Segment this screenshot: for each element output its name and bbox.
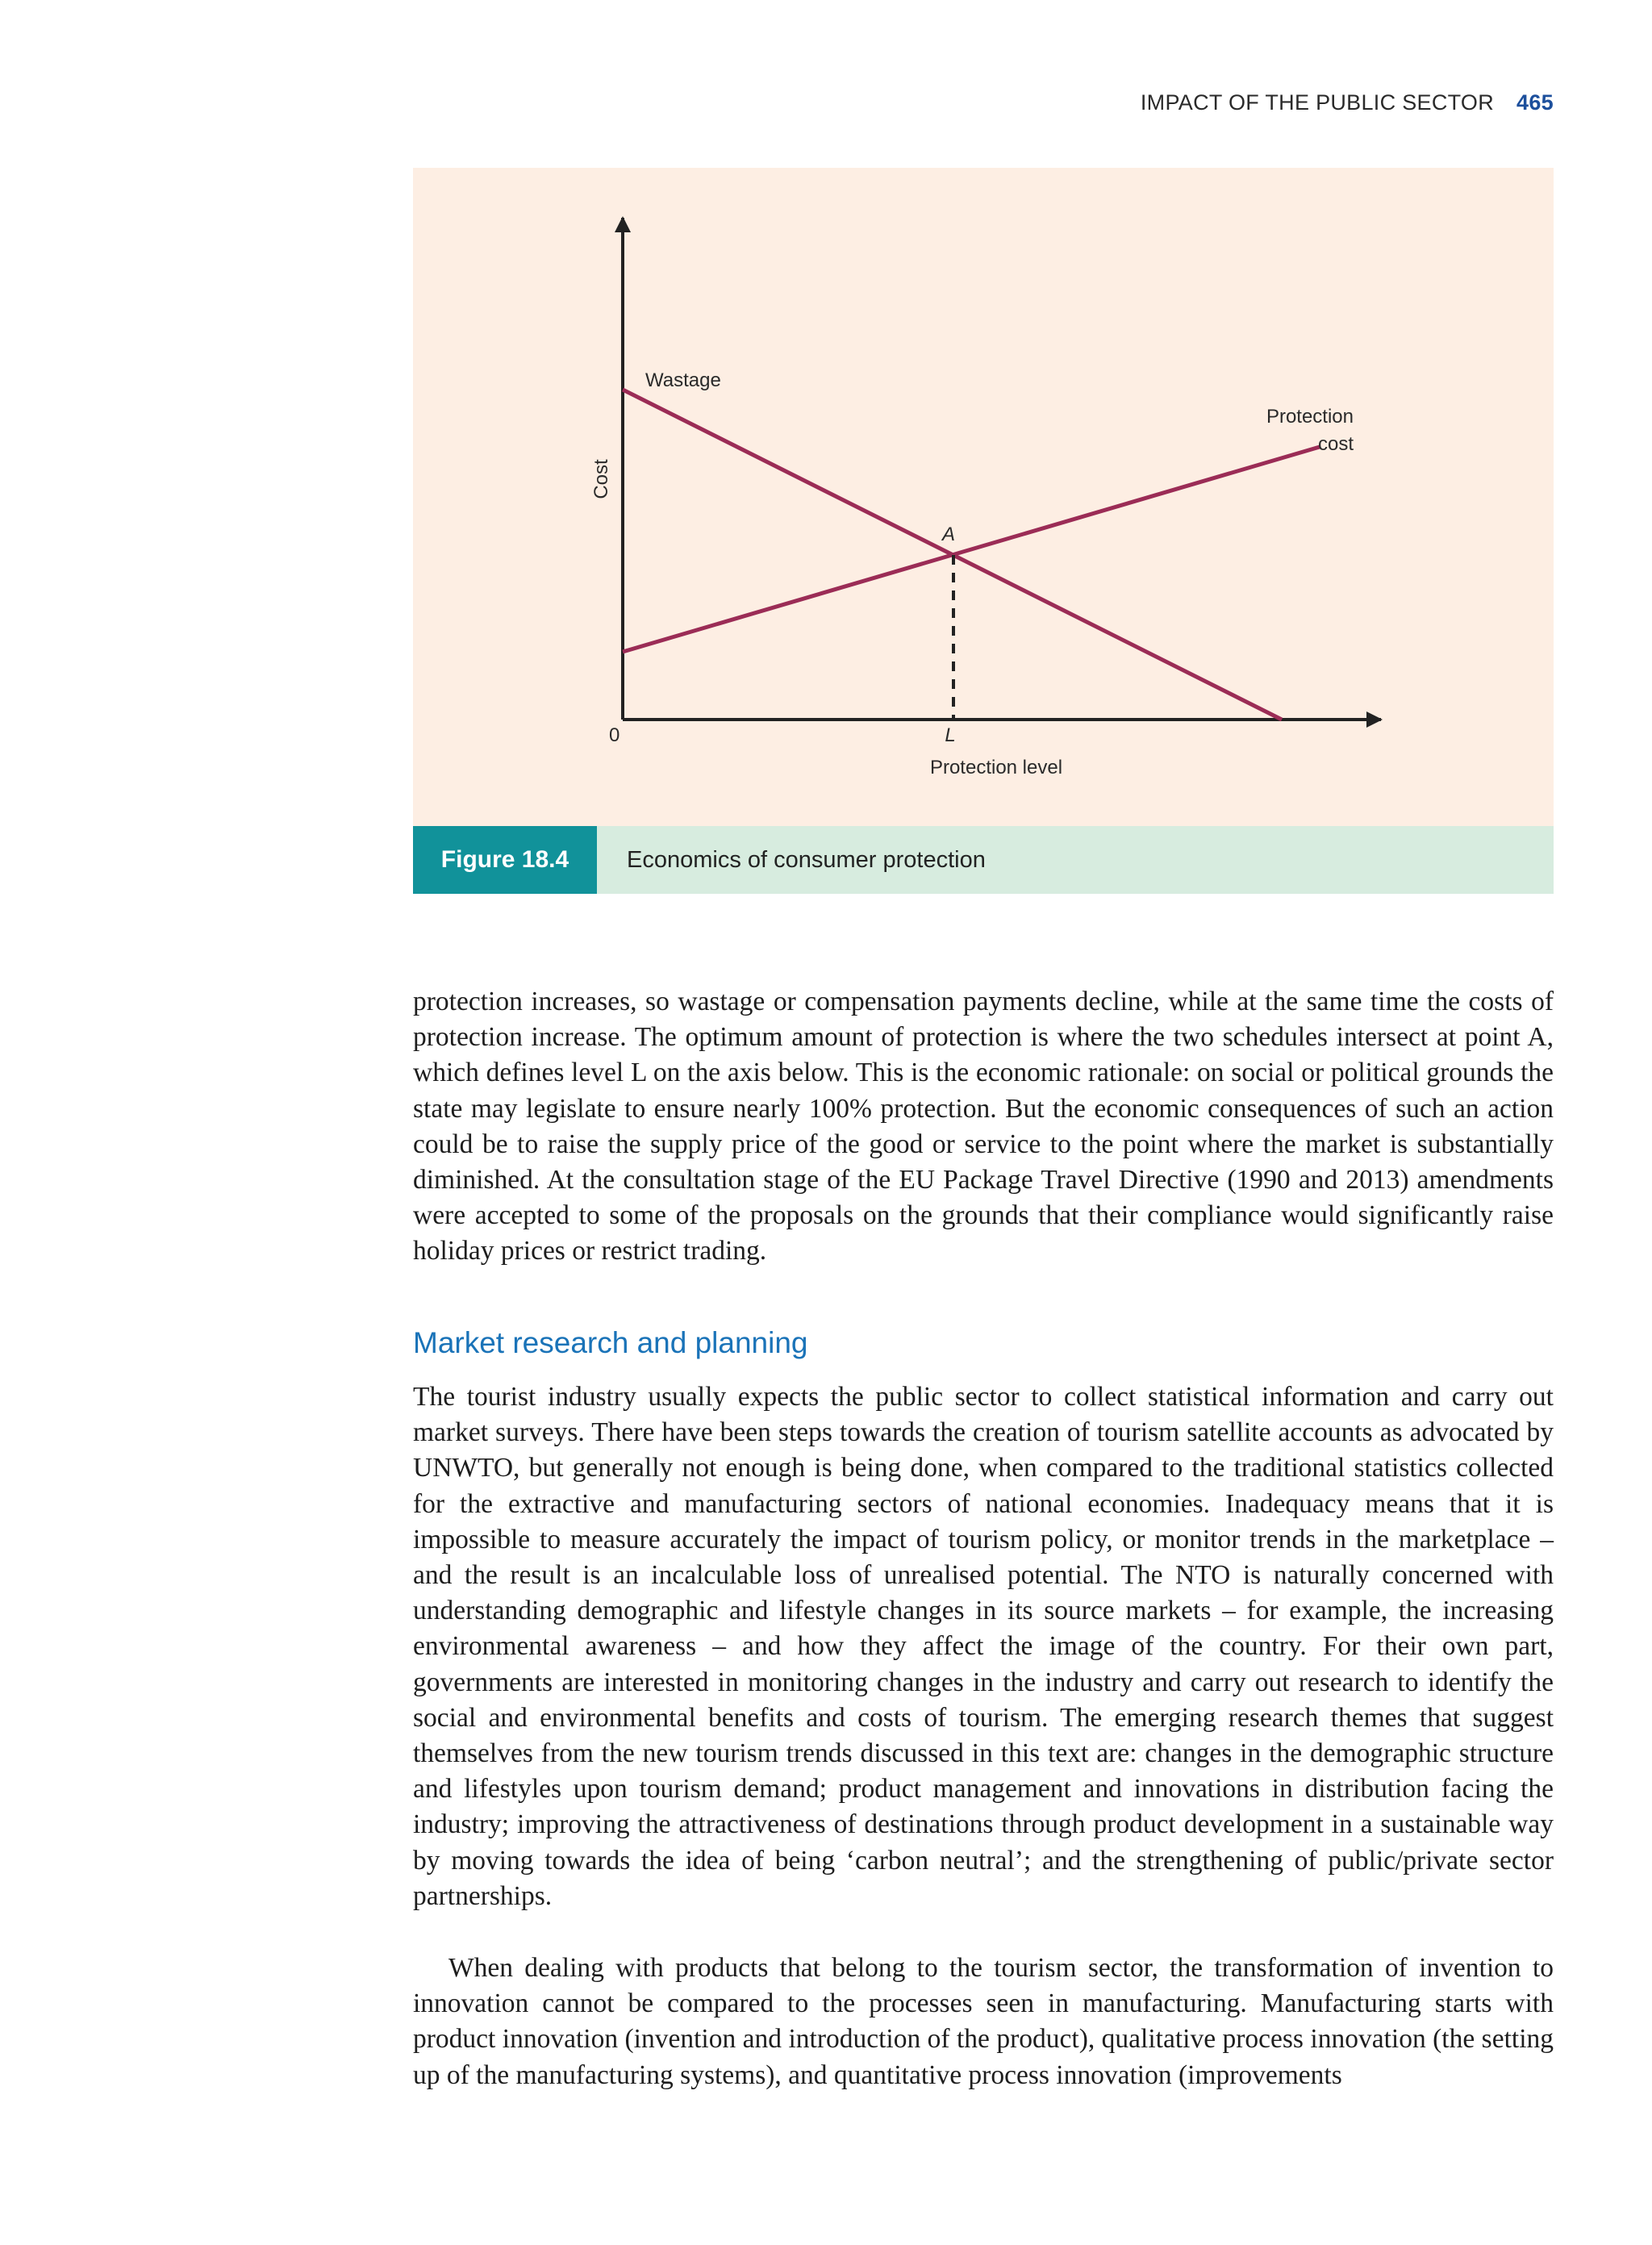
protection-cost-line [623, 447, 1320, 652]
running-head-title: IMPACT OF THE PUBLIC SECTOR [1140, 90, 1495, 115]
y-axis-label: Cost [590, 459, 612, 499]
paragraph-protection: protection increases, so wastage or compensation payments decline, while at the same time the costs of protection increase. The optimum amount of protection is where the two schedules intersect at point A, which defines level L on the axis below. This is the economic rationale: on social or political grounds the state may legislate to ensure nearly 100% protection. But the economic consequences of such an action could be to raise the supply price of the good or service to the point where the market is substantially diminished. At the consultation stage of the EU Package Travel Directive (1990 and 2013) amendments were accepted to some of the proposals on the grounds that their compliance would significantly raise holiday prices or restrict trading. [413, 987, 1554, 1266]
running-head [1141, 90, 1554, 115]
figure-caption: Economics of consumer protection [627, 847, 986, 873]
level-label: L [945, 724, 956, 746]
paragraph-innovation: When dealing with products that belong to the tourism sector, the transformation of invention to innovation cannot be compared to the processes seen in manufacturing. Manufacturing starts with product innovation (invention and introduction of the product), qualitative process innovation (the setting up of the manufacturing systems), and quantitative process innovation (improvements [413, 1953, 1554, 2090]
protection-cost-label-2: cost [1317, 433, 1354, 455]
wastage-label: Wastage [645, 369, 721, 391]
x-axis-label: Protection level [929, 757, 1063, 778]
section-heading: Market research and planning [413, 1326, 808, 1359]
consumer-protection-diagram [413, 168, 1554, 826]
figure-panel [413, 168, 1554, 826]
origin-label: 0 [609, 724, 620, 746]
protection-cost-label-1: Protection [1266, 406, 1354, 428]
intersection-label: A [941, 524, 956, 545]
figure-number: Figure 18.4 [413, 826, 597, 894]
figure-caption-bar [413, 826, 1554, 894]
page-number: 465 [1516, 90, 1554, 115]
paragraph-market-research: The tourist industry usually expects the public sector to collect statistical information and carry out market surveys. There have been steps towards the creation of tourism satellite accounts as advocated by UNWTO, but generally not enough is being done, when compared to the traditional statistics collected for the extractive and manufacturing sectors of national economies. Inadequacy means that it is impossible to measure accurately the impact of tourism policy, or monitor trends in the marketplace – and the result is an incalculable loss of unrealised potential. The NTO is naturally concerned with understanding demographic and lifestyle changes in its source markets – for example, the increasing environmental awareness – and how they affect the image of the country. For their own part, governments are interested in monitoring changes in the industry and carry out research to identify the social and environmental benefits and costs of tourism. The emerging research themes that suggest themselves from the new tourism trends discussed in this text are: changes in the demographic structure and lifestyles upon tourism demand; product management and innovations in distribution facing the industry; improving the attractiveness of destinations through product development in a sustainable way by moving towards the idea of being ‘carbon neutral’; and the strengthening of public/private sector partnerships. [413, 1382, 1554, 1911]
